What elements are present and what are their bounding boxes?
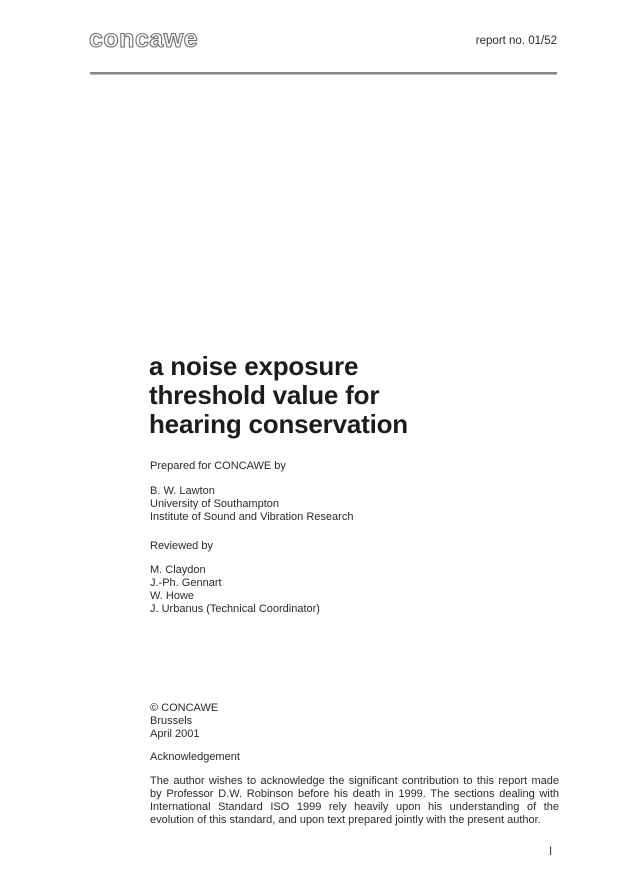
acknowledgement-heading: Acknowledgement: [150, 751, 240, 763]
report-title-line-2: threshold value for: [149, 380, 380, 410]
imprint-date: April 2001: [150, 728, 200, 740]
report-title: [149, 352, 408, 439]
prepared-for-label: Prepared for CONCAWE by: [150, 460, 286, 472]
report-number: report no. 01/52: [475, 35, 557, 47]
copyright-line: © CONCAWE: [150, 702, 219, 714]
reviewer-name: J.-Ph. Gennart: [150, 577, 222, 589]
reviewer-name: W. Howe: [150, 590, 195, 602]
report-title-line-3: hearing conservation: [149, 409, 408, 439]
author-block: [150, 485, 353, 524]
imprint-city: Brussels: [150, 715, 193, 727]
header-divider: [90, 72, 557, 75]
concawe-logo: concawe: [89, 25, 199, 53]
report-title-line-1: a noise exposure: [149, 351, 359, 381]
page-number: I: [549, 846, 553, 858]
reviewer-name: J. Urbanus (Technical Coordinator): [150, 603, 320, 615]
author-affiliation-institute: Institute of Sound and Vibration Research: [150, 511, 354, 523]
reviewer-name: M. Claydon: [150, 564, 206, 576]
imprint-block: [150, 702, 218, 741]
author-name: B. W. Lawton: [150, 485, 215, 497]
reviewed-by-label: Reviewed by: [150, 540, 213, 552]
author-affiliation-university: University of Southampton: [150, 498, 280, 510]
reviewer-block: [150, 564, 320, 616]
acknowledgement-paragraph: The author wishes to acknowledge the significant contribution to this report made by Professor D.W. Robinson before his death in 1999. The sections dealing with International Standard ISO 1999 rely heavily upon his understanding of the evolution of this standard, and upon text prepared jointly with the present author.: [150, 775, 559, 826]
